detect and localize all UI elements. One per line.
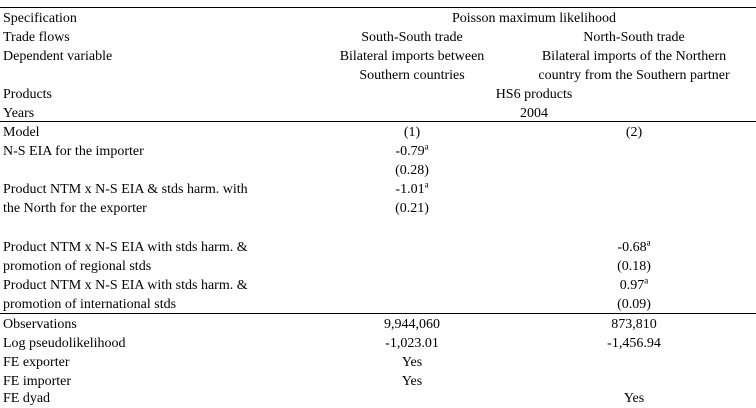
trade-flow-1: South-South trade xyxy=(361,30,463,45)
observations-label: Observations xyxy=(3,317,77,332)
years-label: Years xyxy=(3,106,35,121)
spec-value: Poisson maximum likelihood xyxy=(451,11,617,26)
row-ntm-regional-label-line1: Product NTM x N-S EIA with stds harm. & xyxy=(3,240,248,255)
dependent-variable-1-line2: Southern countries xyxy=(359,68,465,83)
dependent-variable-label: Dependent variable xyxy=(3,49,113,64)
row-ntm-north-label-line2: the North for the exporter xyxy=(3,201,147,216)
fe-dyad-2: Yes xyxy=(623,391,645,406)
top-rule xyxy=(0,7,756,8)
row-ntm-north-se: (0.21) xyxy=(395,201,429,216)
years-value: 2004 xyxy=(520,106,548,121)
model-label: Model xyxy=(3,125,40,140)
row-ntm-international-label-line2: promotion of international stds xyxy=(3,297,177,312)
significance-marker: a xyxy=(424,141,429,152)
spec-label: Specification xyxy=(3,11,77,26)
row-ntm-north-coef: -1.01$^a$ xyxy=(395,179,429,197)
products-label: Products xyxy=(3,87,52,102)
row-ntm-international-label-line1: Product NTM x N-S EIA with stds harm. & xyxy=(3,278,248,293)
row-eia-importer-label: N-S EIA for the importer xyxy=(3,144,144,159)
row-eia-importer-coef: -0.79$^a$ xyxy=(395,141,429,159)
log-pseudolikelihood-1: -1,023.01 xyxy=(385,336,439,351)
header-rule xyxy=(0,121,756,122)
fe-exporter-label: FE exporter xyxy=(3,355,70,370)
fe-importer-1: Yes xyxy=(401,374,423,389)
model-1: (1) xyxy=(403,125,421,140)
fe-exporter-1: Yes xyxy=(401,355,423,370)
log-pseudolikelihood-label: Log pseudolikelihood xyxy=(3,336,126,351)
row-ntm-regional-label-line2: promotion of regional stds xyxy=(3,259,152,274)
dependent-variable-1-line1: Bilateral imports between xyxy=(339,49,485,64)
dependent-variable-2-line2: country from the Southern partner xyxy=(538,68,730,83)
row-ntm-regional-se: (0.18) xyxy=(617,259,651,274)
significance-marker: a xyxy=(424,179,429,190)
trade-flow-2: North-South trade xyxy=(583,30,685,45)
fe-dyad-label: FE dyad xyxy=(3,391,51,406)
dependent-variable-2-line1: Bilateral imports of the Northern xyxy=(541,49,727,64)
observations-1: 9,944,060 xyxy=(384,317,440,332)
row-eia-importer-se: (0.28) xyxy=(395,163,429,178)
stats-rule xyxy=(0,313,756,314)
row-ntm-international-se: (0.09) xyxy=(617,297,651,312)
model-2: (2) xyxy=(625,125,643,140)
fe-importer-label: FE importer xyxy=(3,374,72,389)
observations-2: 873,810 xyxy=(611,317,657,332)
trade-flows-label: Trade flows xyxy=(3,30,70,45)
row-ntm-north-label-line1: Product NTM x N-S EIA & stds harm. with xyxy=(3,182,248,197)
row-ntm-international-coef: 0.97$^a$ xyxy=(619,275,649,293)
products-value: HS6 products xyxy=(495,87,573,102)
significance-marker: a xyxy=(646,237,651,248)
log-pseudolikelihood-2: -1,456.94 xyxy=(607,336,661,351)
row-ntm-regional-coef: -0.68$^a$ xyxy=(617,237,651,255)
significance-marker: a xyxy=(644,275,649,286)
